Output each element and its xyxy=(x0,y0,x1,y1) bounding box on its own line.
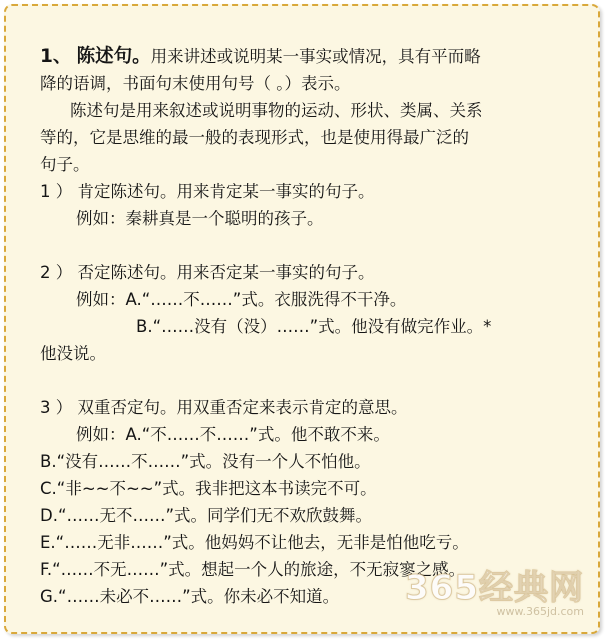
section2-example-a: 例如：A.“……不……”式。衣服洗得不干净。 xyxy=(76,290,407,309)
intro-line-1: 陈述句是用来叙述或说明事物的运动、形状、类属、关系 xyxy=(70,101,483,120)
section3-example-a: 例如：A.“不……不……”式。他不敢不来。 xyxy=(76,425,390,444)
section1-example: 例如：秦耕真是一个聪明的孩子。 xyxy=(76,209,324,228)
heading-line xyxy=(40,43,596,70)
section3-item-e: E.“……无非……”式。他妈妈不让他去，无非是怕他吃亏。 xyxy=(40,533,469,552)
section3-item-d: D.“……无不……”式。同学们无不欢欣鼓舞。 xyxy=(40,506,373,525)
section3-item-f: F.“……不无……”式。想起一个人的旅途，不无寂寥之感。 xyxy=(40,560,466,579)
intro-line-2: 等的，它是思维的最一般的表现形式，也是使用得最广泛的 xyxy=(40,128,469,147)
spacer xyxy=(40,367,596,394)
section1-title: 1 ） 肯定陈述句。用来肯定某一事实的句子。 xyxy=(40,182,375,201)
heading-title: 陈述句。 xyxy=(76,46,151,67)
section2-title: 2 ） 否定陈述句。用来否定某一事实的句子。 xyxy=(40,263,375,282)
content-card xyxy=(4,4,600,634)
heading-line-2: 降的语调，书面句末使用句号（ 。）表示。 xyxy=(40,74,351,93)
section2-example-b-cont: 他没说。 xyxy=(40,344,106,363)
watermark-logo-text: 365经典网 xyxy=(405,568,584,608)
spacer xyxy=(40,232,596,259)
intro-line-3: 句子。 xyxy=(40,155,90,174)
section2-example-b: B.“……没有（没）……”式。他没有做完作业。* xyxy=(136,317,492,336)
watermark-url: www.365jd.com xyxy=(496,605,584,618)
section3-item-g: G.“……未必不……”式。你未必不知道。 xyxy=(40,587,340,606)
heading-number: 1、 xyxy=(40,46,72,67)
document-body xyxy=(40,43,596,610)
section3-title: 3 ） 双重否定句。用双重否定来表示肯定的意思。 xyxy=(40,398,408,417)
heading-text: 用来讲述或说明某一事实或情况，具有平而略 xyxy=(150,47,481,66)
section3-item-b: B.“没有……不……”式。没有一个人不怕他。 xyxy=(40,452,371,471)
section3-item-c: C.“非~~不~~”式。我非把这本书读完不可。 xyxy=(40,479,377,498)
